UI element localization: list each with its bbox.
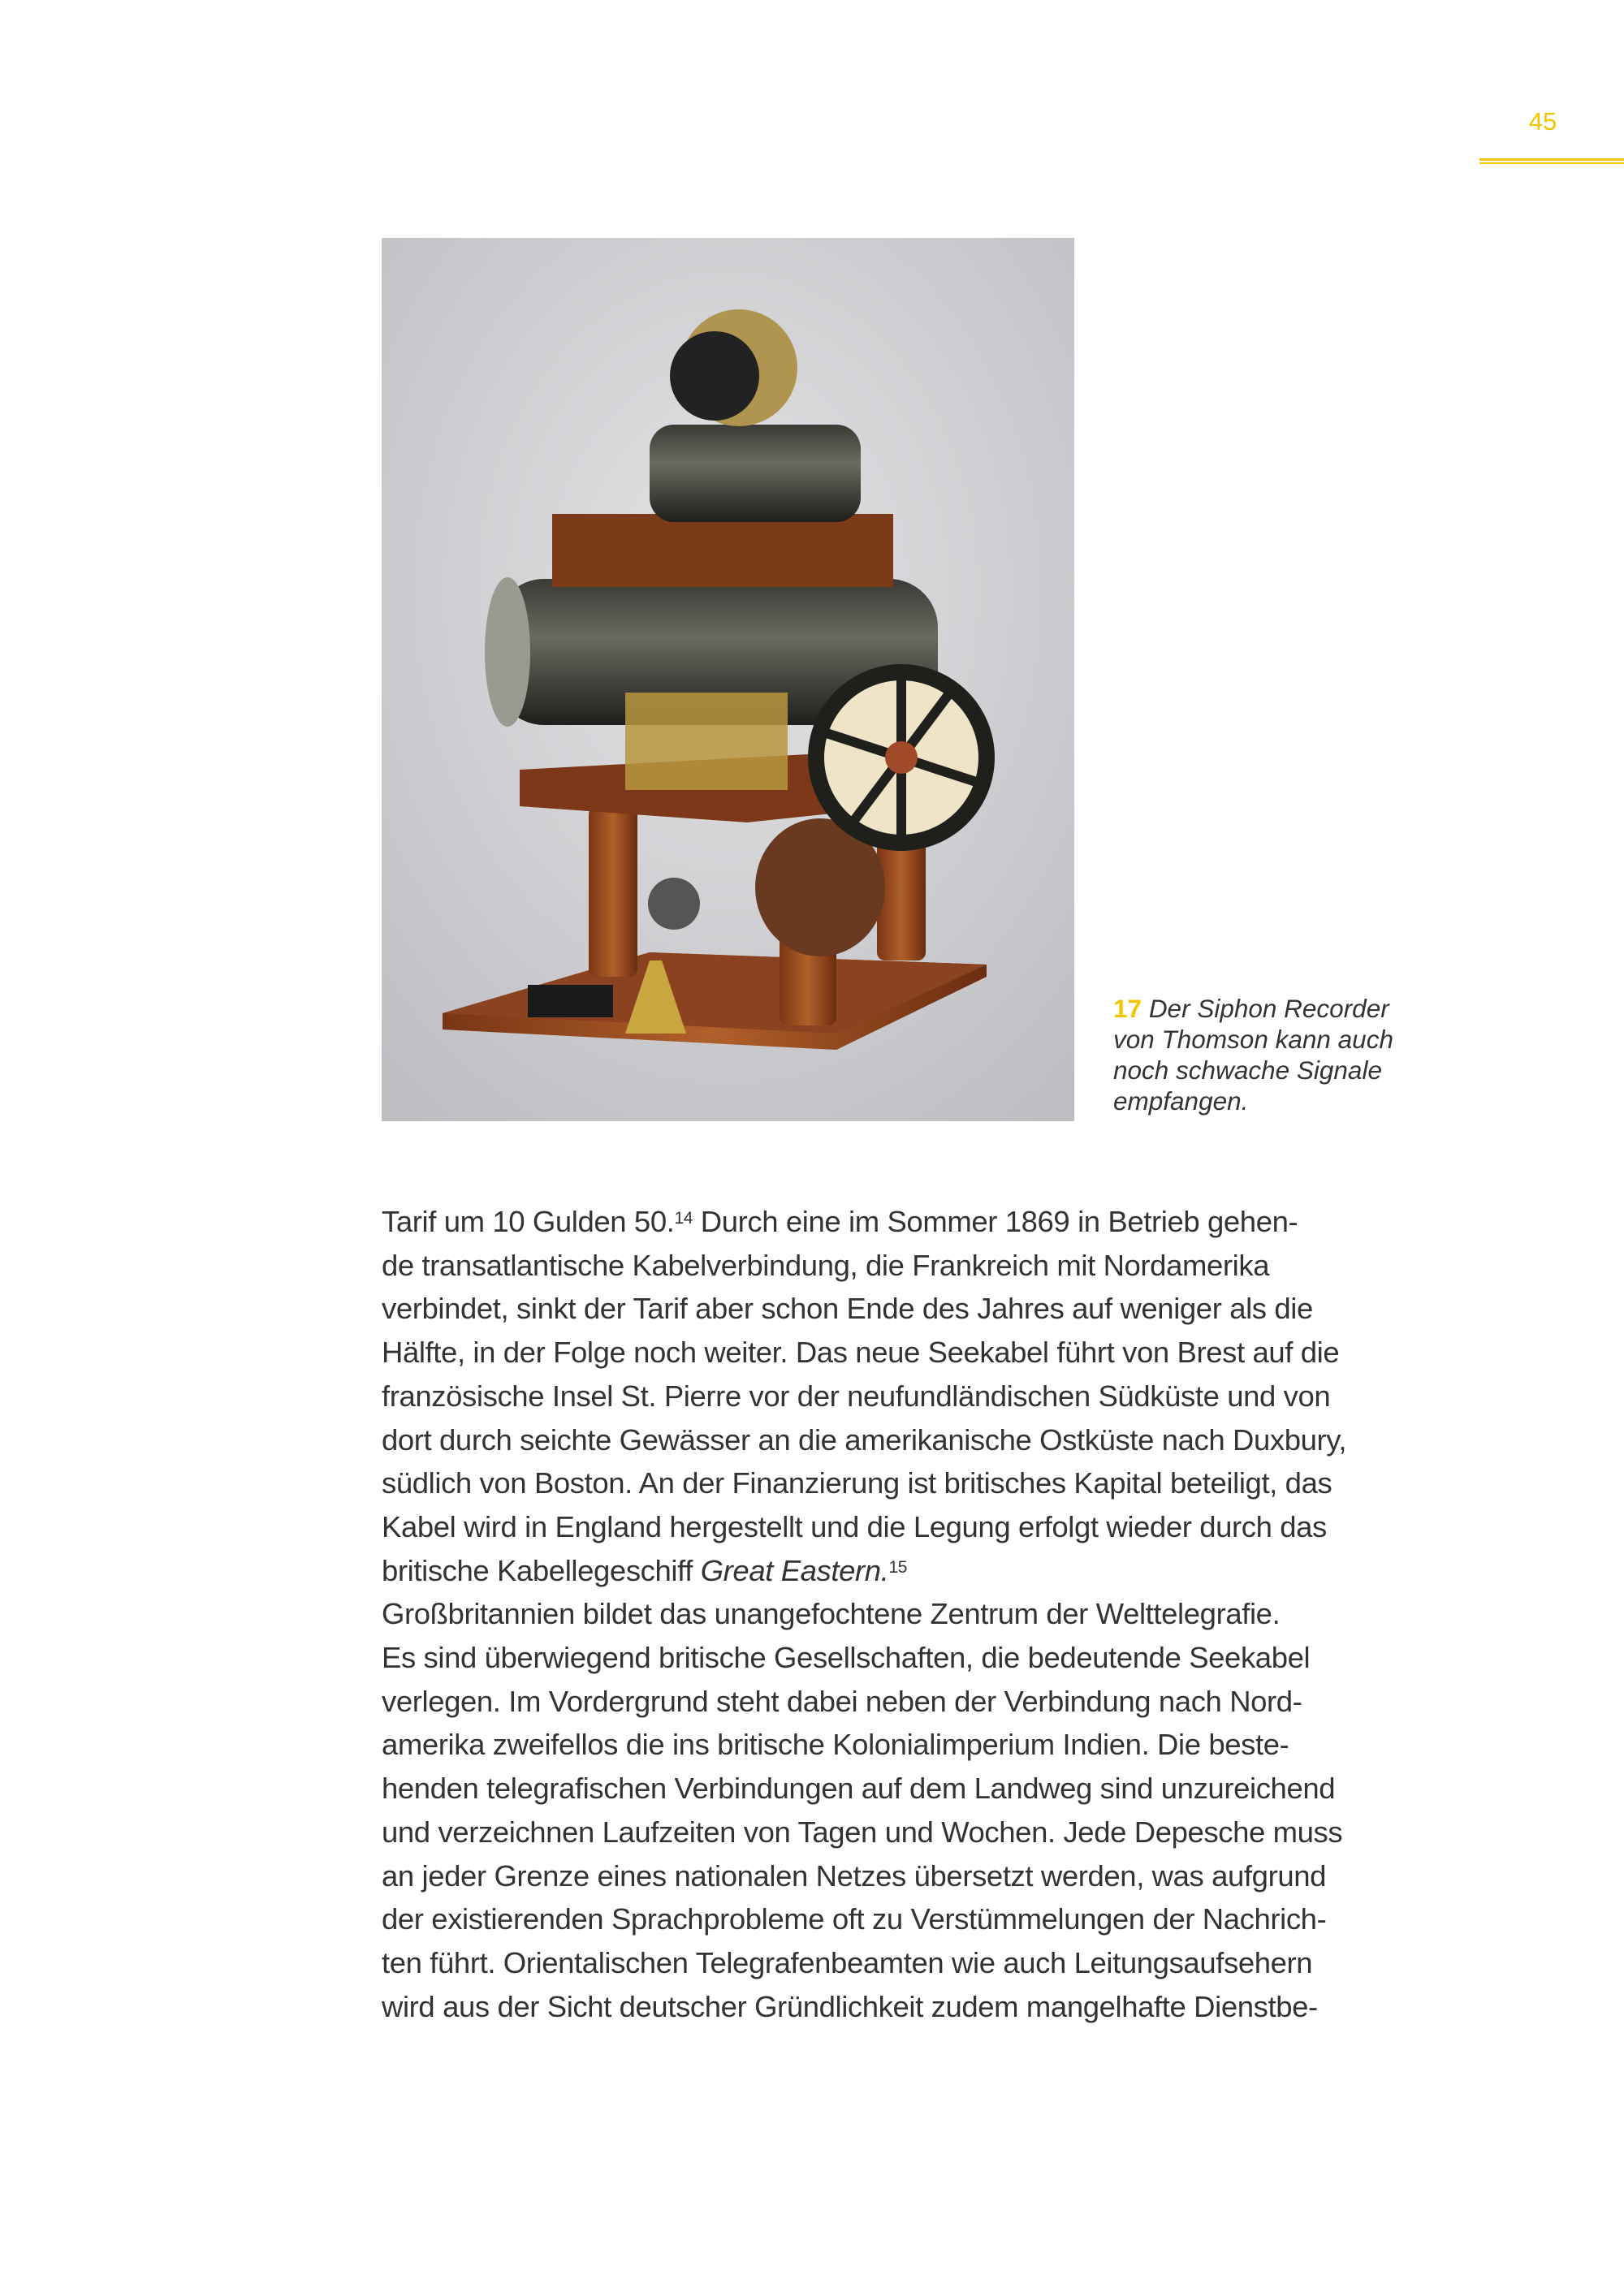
text-line — [382, 1549, 1470, 1593]
caption-line — [1113, 993, 1487, 1024]
text-line — [382, 1723, 1470, 1767]
caption-text: Der Siphon Recorder — [1148, 994, 1389, 1023]
text-line — [382, 1505, 1470, 1549]
text-segment: ten führt. Orientalischen Telegrafenbeamten wie auch Leitungsaufsehern — [382, 1945, 1313, 1979]
text-line — [382, 1941, 1470, 1985]
text-line — [382, 1331, 1470, 1375]
header-rule-secondary — [1479, 162, 1624, 164]
footnote-ref: 15 — [888, 1557, 908, 1577]
italic-text: Great Eastern. — [700, 1553, 889, 1587]
text-line — [382, 1287, 1470, 1331]
body-text — [382, 1200, 1470, 2028]
text-segment: verlegen. Im Vordergrund steht dabei neben der Verbindung nach Nord- — [382, 1684, 1302, 1718]
text-line — [382, 1897, 1470, 1941]
text-segment: und verzeichnen Laufzeiten von Tagen und Wochen. Jede Depesche muss — [382, 1815, 1343, 1849]
text-line — [382, 1811, 1470, 1854]
text-line — [382, 1680, 1470, 1724]
text-segment: verbindet, sinkt der Tarif aber schon Ende des Jahres auf weniger als die — [382, 1292, 1313, 1326]
text-line — [382, 1592, 1470, 1636]
figure-caption — [1113, 993, 1487, 1116]
text-segment: Hälfte, in der Folge noch weiter. Das neue Seekabel führt von Brest auf die — [382, 1336, 1340, 1370]
text-segment: an jeder Grenze eines nationalen Netzes übersetzt werden, was aufgrund — [382, 1858, 1327, 1893]
text-segment: Großbritannien bildet das unangefochtene Zentrum der Welttelegrafie. — [382, 1597, 1281, 1631]
text-segment: südlich von Boston. An der Finanzierung ist britisches Kapital beteiligt, das — [382, 1466, 1332, 1500]
text-segment: dort durch seichte Gewässer an die amerikanische Ostküste nach Duxbury, — [382, 1422, 1347, 1457]
caption-line: empfangen. — [1113, 1086, 1249, 1116]
text-segment: amerika zweifellos die ins britische Kolonialimperium Indien. Die beste- — [382, 1728, 1289, 1762]
text-line — [382, 1418, 1470, 1462]
text-segment: Kabel wird in England hergestellt und die Legung erfolgt wieder durch das — [382, 1509, 1327, 1543]
text-segment: Es sind überwiegend britische Gesellschaften, die bedeutende Seekabel — [382, 1641, 1311, 1675]
text-line — [382, 1854, 1470, 1898]
caption-line: noch schwache Signale — [1113, 1055, 1382, 1085]
text-segment: de transatlantische Kabelverbindung, die Frankreich mit Nordamerika — [382, 1248, 1270, 1282]
page-number: 45 — [1528, 107, 1557, 136]
text-line — [382, 1985, 1470, 2029]
text-segment: französische Insel St. Pierre vor der neufundländischen Südküste und von — [382, 1379, 1331, 1413]
text-segment: wird aus der Sicht deutscher Gründlichkeit zudem mangelhafte Dienstbe- — [382, 1989, 1318, 2023]
text-segment: Durch eine im Sommer 1869 in Betrieb gehen- — [693, 1205, 1298, 1238]
footnote-ref: 14 — [674, 1209, 693, 1228]
text-line — [382, 1636, 1470, 1680]
figure-photo-siphon-recorder — [382, 238, 1074, 1121]
text-line — [382, 1461, 1470, 1505]
figure-number: 17 — [1113, 994, 1142, 1023]
caption-line: von Thomson kann auch — [1113, 1025, 1393, 1054]
text-segment: der existierenden Sprachprobleme oft zu Verstümmelungen der Nachrich- — [382, 1902, 1327, 1936]
text-line — [382, 1244, 1470, 1288]
text-line — [382, 1375, 1470, 1418]
text-segment: Tarif um 10 Gulden 50. — [382, 1205, 675, 1238]
text-segment: britische Kabellegeschiff — [382, 1553, 701, 1587]
text-segment: henden telegrafischen Verbindungen auf dem Landweg sind unzureichend — [382, 1772, 1336, 1806]
text-line — [382, 1200, 1470, 1244]
header-rule — [1479, 158, 1624, 161]
text-line — [382, 1767, 1470, 1811]
